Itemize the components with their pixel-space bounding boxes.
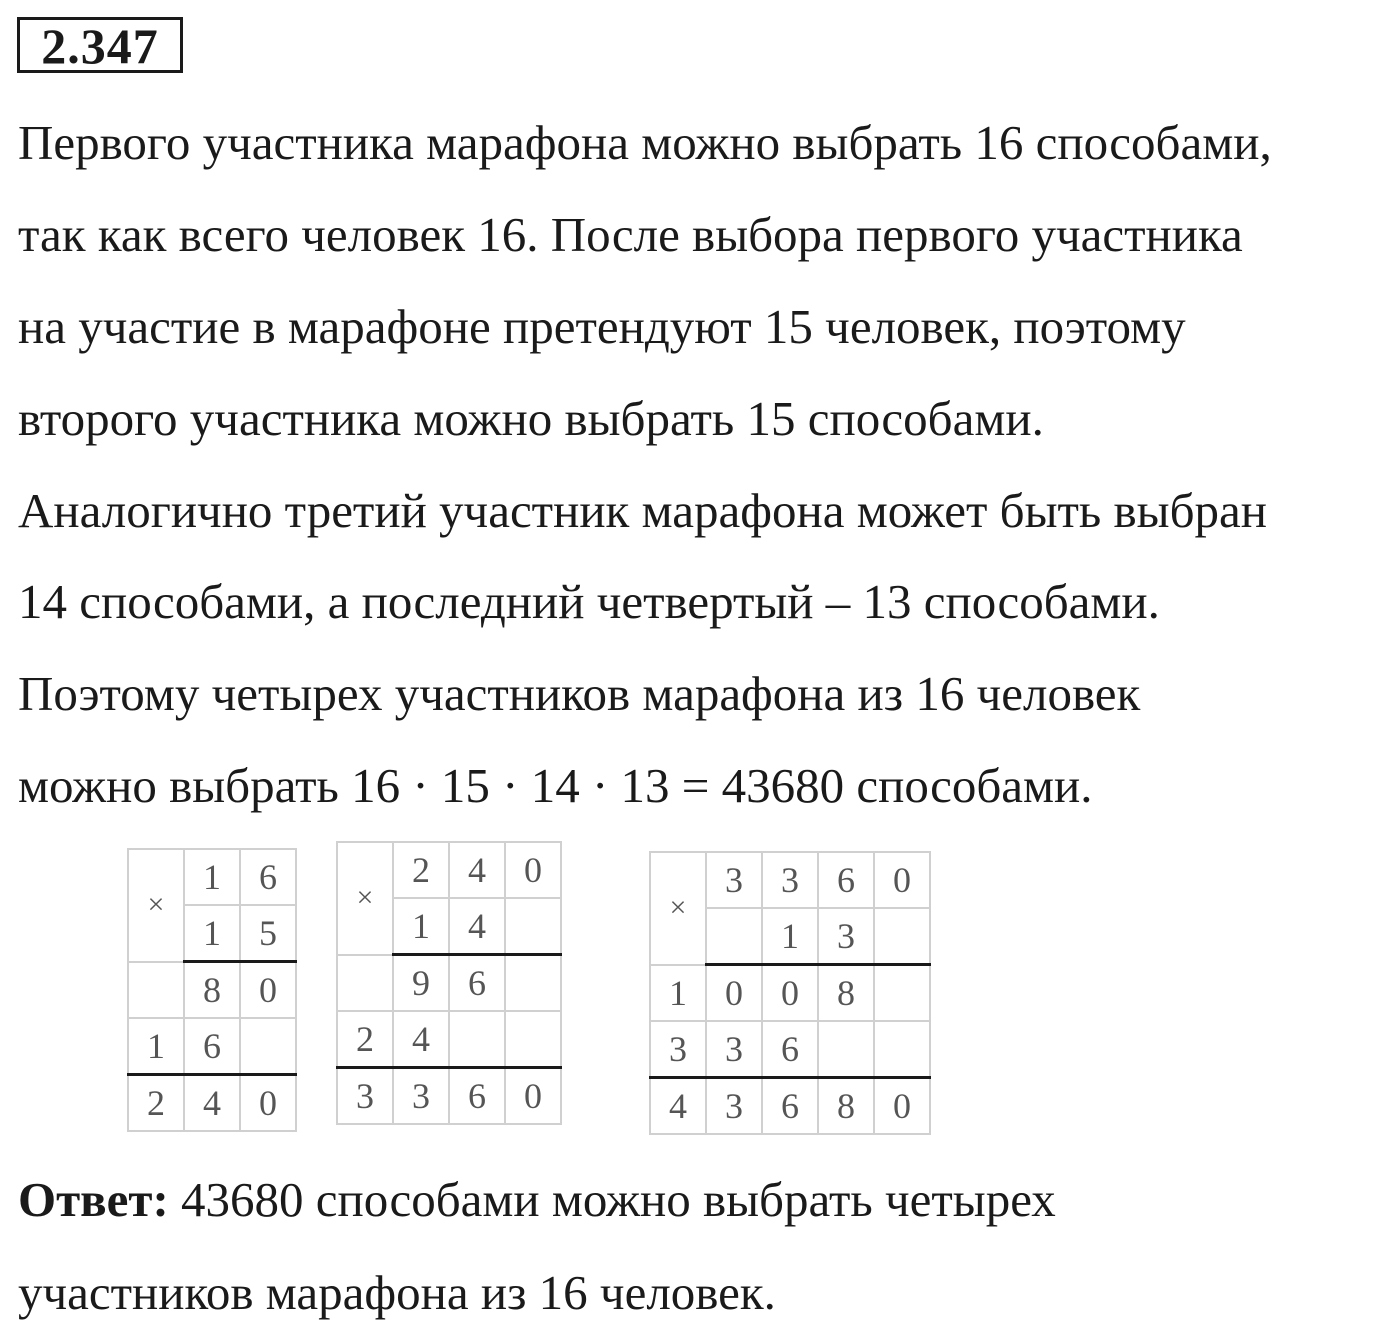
answer-line (18, 1170, 1056, 1230)
calc-digit: 0 (240, 962, 296, 1019)
solution-line: Аналогично третий участник марафона может быть выбран (18, 483, 1267, 538)
calc-digit: 6 (818, 852, 874, 908)
column-multiplication-16x15 (127, 848, 297, 1132)
answer-text: 43680 способами можно выбрать четырех (168, 1172, 1056, 1227)
solution-line: Первого участника марафона можно выбрать 16 способами, (18, 115, 1272, 170)
calc-digit: 1 (762, 908, 818, 965)
calc-digit: 6 (449, 955, 505, 1012)
calc-digit: 1 (184, 905, 240, 962)
calc-digit: 0 (505, 842, 561, 898)
solution-line: Поэтому четырех участников марафона из 16 человек (18, 666, 1141, 721)
calc-digit: 8 (818, 1078, 874, 1135)
multiply-sign: × (337, 842, 393, 955)
calc-digit: 0 (762, 965, 818, 1022)
solution-line: так как всего человек 16. После выбора первого участника (18, 207, 1243, 262)
calc-digit: 4 (449, 842, 505, 898)
solution-line: на участие в марафоне претендуют 15 человек, поэтому (18, 299, 1186, 354)
calc-digit: 6 (449, 1068, 505, 1125)
calc-digit: 6 (184, 1018, 240, 1075)
calc-digit (449, 1011, 505, 1068)
calc-digit: 3 (706, 852, 762, 908)
calc-digit: 2 (337, 1011, 393, 1068)
multiply-sign: × (128, 849, 184, 962)
calc-digit: 5 (240, 905, 296, 962)
calc-digit: 3 (337, 1068, 393, 1125)
answer-line-2: участников марафона из 16 человек. (18, 1265, 776, 1320)
calc-digit: 1 (650, 965, 706, 1022)
answer-label: Ответ: (18, 1172, 169, 1227)
calc-digit (505, 1011, 561, 1068)
calc-digit: 1 (128, 1018, 184, 1075)
calc-digit: 0 (505, 1068, 561, 1125)
multiply-sign: × (650, 852, 706, 965)
calc-digit: 3 (706, 1078, 762, 1135)
calc-digit: 1 (393, 898, 449, 955)
calc-digit: 3 (706, 1021, 762, 1078)
calc-digit: 6 (762, 1078, 818, 1135)
calc-digit: 2 (393, 842, 449, 898)
column-multiplication-3360x13 (649, 851, 931, 1135)
calc-digit: 1 (184, 849, 240, 905)
calc-digit: 8 (818, 965, 874, 1022)
calc-digit: 6 (240, 849, 296, 905)
calc-digit: 9 (393, 955, 449, 1012)
calc-digit: 6 (762, 1021, 818, 1078)
calc-digit: 0 (874, 852, 930, 908)
calc-digit: 2 (128, 1075, 184, 1132)
calc-digit: 4 (650, 1078, 706, 1135)
solution-line: второго участника можно выбрать 15 способами. (18, 391, 1044, 446)
solution-line: можно выбрать 16 · 15 · 14 · 13 = 43680 способами. (18, 758, 1093, 813)
calc-digit: 4 (393, 1011, 449, 1068)
calc-digit (337, 955, 393, 1012)
calc-digit: 3 (818, 908, 874, 965)
calc-digit: 0 (706, 965, 762, 1022)
task-number: 2.347 (17, 17, 183, 73)
calc-digit: 4 (184, 1075, 240, 1132)
calc-digit: 3 (393, 1068, 449, 1125)
calc-digit: 0 (240, 1075, 296, 1132)
calc-digit: 8 (184, 962, 240, 1019)
solution-line: 14 способами, а последний четвертый – 13 способами. (18, 574, 1160, 629)
calc-digit (818, 1021, 874, 1078)
calc-digit (874, 1021, 930, 1078)
calc-digit: 3 (762, 852, 818, 908)
calc-digit (874, 908, 930, 965)
calc-digit (128, 962, 184, 1019)
calc-digit (706, 908, 762, 965)
calc-digit (240, 1018, 296, 1075)
column-multiplication-240x14 (336, 841, 562, 1125)
calc-digit (874, 965, 930, 1022)
calc-digit: 4 (449, 898, 505, 955)
calc-digit (505, 898, 561, 955)
calc-digit: 0 (874, 1078, 930, 1135)
calc-digit (505, 955, 561, 1012)
calc-digit: 3 (650, 1021, 706, 1078)
